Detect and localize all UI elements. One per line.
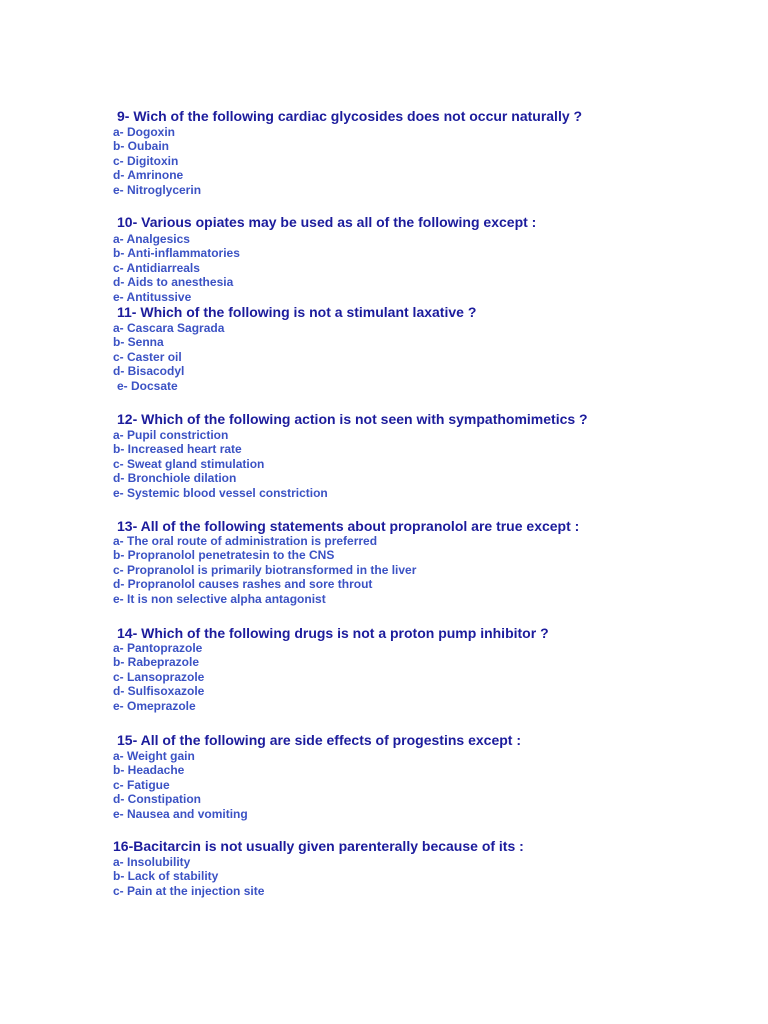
option-c: c- Sweat gland stimulation	[113, 456, 265, 471]
option-a: a- Cascara Sagrada	[113, 321, 225, 335]
option-list	[113, 125, 201, 197]
option-b: b- Anti-inflammatories	[113, 246, 240, 261]
question-title: 11- Which of the following is not a stimulant laxative ?	[117, 304, 477, 320]
option-b: b- Headache	[113, 763, 185, 778]
option-b: b- Lack of stability	[113, 869, 219, 884]
option-e: e- It is non selective alpha antagonist	[113, 591, 326, 606]
question-title: 16-Bacitarcin is not usually given parenterally because of its :	[113, 838, 524, 854]
option-list	[113, 428, 328, 500]
option-d: d- Aids to anesthesia	[113, 275, 234, 290]
option-c: c- Lansoprazole	[113, 669, 205, 684]
option-c: c- Pain at the injection site	[113, 883, 265, 898]
option-d: d- Constipation	[113, 792, 201, 807]
option-list	[113, 321, 224, 393]
option-a: a- Insolubility	[113, 855, 191, 869]
option-b: b- Senna	[113, 335, 164, 350]
option-a: a- Pantoprazole	[113, 641, 203, 655]
option-list	[113, 534, 416, 606]
option-d: d- Bisacodyl	[113, 364, 185, 379]
option-c: c- Caster oil	[113, 349, 182, 364]
question-title: 14- Which of the following drugs is not a proton pump inhibitor ?	[117, 625, 549, 641]
option-a: a- Dogoxin	[113, 125, 175, 139]
option-b: b- Oubain	[113, 139, 169, 154]
option-d: d- Sulfisoxazole	[113, 684, 205, 699]
option-b: b- Rabeprazole	[113, 655, 200, 670]
option-b: b- Propranolol penetratesin to the CNS	[113, 548, 335, 563]
question-title: 10- Various opiates may be used as all of the following except :	[117, 214, 537, 230]
option-d: d- Bronchiole dilation	[113, 471, 237, 486]
option-e: e- Nausea and vomiting	[113, 806, 248, 821]
option-list	[113, 641, 204, 713]
option-list	[113, 855, 264, 898]
option-c: c- Propranolol is primarily biotransformed in the liver	[113, 562, 417, 577]
option-c: c- Fatigue	[113, 777, 170, 792]
question-title: 13- All of the following statements about propranolol are true except :	[117, 518, 580, 534]
question-title: 9- Wich of the following cardiac glycosides does not occur naturally ?	[117, 108, 583, 124]
option-b: b- Increased heart rate	[113, 442, 242, 457]
option-c: c- Antidiarreals	[113, 260, 200, 275]
option-a: a- The oral route of administration is preferred	[113, 534, 378, 548]
option-d: d- Propranolol causes rashes and sore throut	[113, 577, 373, 592]
option-list	[113, 232, 240, 304]
option-e: e- Nitroglycerin	[113, 182, 202, 197]
option-e: e- Omeprazole	[113, 698, 196, 713]
option-a: a- Analgesics	[113, 232, 190, 246]
question-title: 15- All of the following are side effects of progestins except :	[117, 732, 521, 748]
option-e: e- Antitussive	[113, 289, 192, 304]
option-list	[113, 749, 248, 821]
question-title: 12- Which of the following action is not seen with sympathomimetics ?	[117, 411, 588, 427]
option-a: a- Weight gain	[113, 749, 195, 763]
option-c: c- Digitoxin	[113, 153, 179, 168]
option-a: a- Pupil constriction	[113, 428, 229, 442]
option-d: d- Amrinone	[113, 168, 184, 183]
option-e: e- Systemic blood vessel constriction	[113, 485, 328, 500]
option-e: e- Docsate	[117, 378, 178, 393]
